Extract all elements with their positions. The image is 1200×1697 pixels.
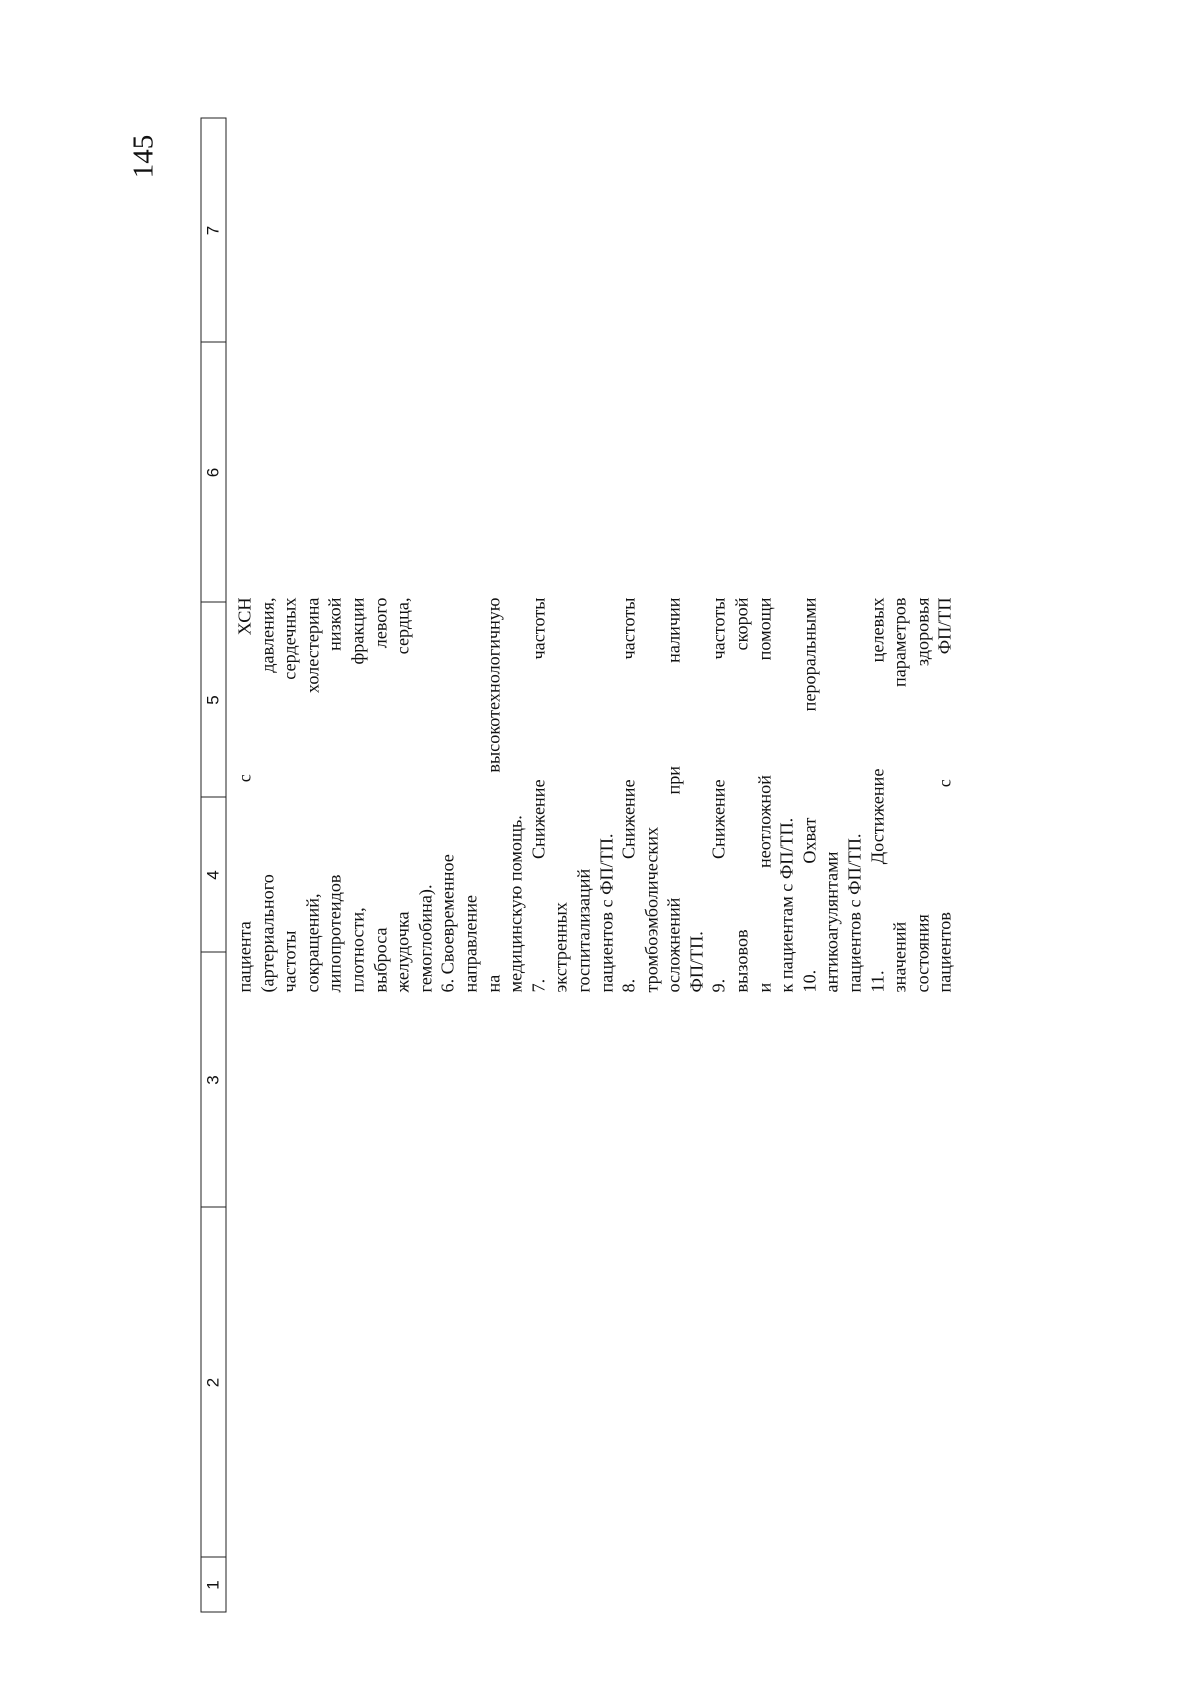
text-line: гемоглобина). xyxy=(414,884,435,992)
continuation-table xyxy=(200,117,1000,1612)
text-line: сокращений, холестерина xyxy=(301,597,322,992)
text-line: на высокотехнологичную xyxy=(482,597,503,992)
text-line: направление xyxy=(459,894,480,992)
column-6-cell-text xyxy=(233,597,956,992)
text-line: пациента с ХСН xyxy=(234,597,254,992)
rotated-table-page xyxy=(200,117,1000,1612)
text-line: желудочка сердца, xyxy=(392,597,413,992)
text-line: 11. Достижение целевых xyxy=(866,597,887,992)
text-line: значений параметров xyxy=(889,597,910,992)
column-header-6: 6 xyxy=(203,467,222,477)
text-line: медицинскую помощь. xyxy=(505,814,526,992)
text-line: частоты сердечных xyxy=(279,597,300,992)
text-line: антикоагулянтами xyxy=(821,851,842,992)
text-line: тромбоэмболических xyxy=(640,826,661,992)
column-header-1: 1 xyxy=(203,1579,222,1590)
text-line: состояния здоровья xyxy=(911,597,932,992)
text-line: выброса левого xyxy=(369,597,390,992)
text-line: вызовов скорой xyxy=(731,597,752,992)
page-number: 145 xyxy=(127,134,160,179)
text-line: плотности, фракции xyxy=(346,597,367,992)
text-line: (артериального давления, xyxy=(256,597,277,992)
text-line: липопротеидов низкой xyxy=(324,597,345,992)
text-line: пациентов с ФП/ТП. xyxy=(595,833,616,992)
text-line: 6. Своевременное xyxy=(437,853,458,992)
text-line: госпитализаций xyxy=(572,868,593,992)
column-header-2: 2 xyxy=(203,1377,222,1387)
text-line: пациентов с ФП/ТП xyxy=(934,597,955,992)
text-line: к пациентам с ФП/ТП. xyxy=(776,817,797,992)
text-line: 10. Охват пероральными xyxy=(798,597,819,992)
text-line: 8. Снижение частоты xyxy=(618,597,639,992)
text-line: осложнений при наличии xyxy=(663,597,684,992)
text-line: 9. Снижение частоты xyxy=(708,597,729,992)
text-line: ФП/ТП. xyxy=(685,930,706,992)
column-header-4: 4 xyxy=(203,869,222,880)
text-line: пациентов с ФП/ТП. xyxy=(844,833,865,992)
text-line: экстренных xyxy=(550,901,571,992)
column-header-3: 3 xyxy=(203,1074,222,1085)
text-line: и неотложной помощи xyxy=(753,597,774,992)
column-header-5: 5 xyxy=(203,694,222,705)
column-header-7: 7 xyxy=(203,225,222,235)
text-line: 7. Снижение частоты xyxy=(527,597,548,992)
